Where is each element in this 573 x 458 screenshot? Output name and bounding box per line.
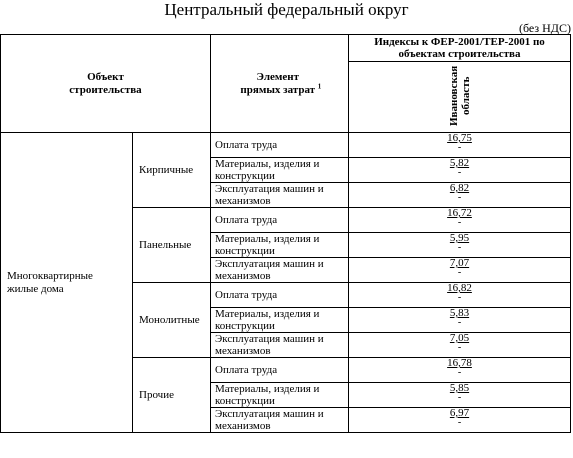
- index-value: 5,95: [449, 232, 470, 244]
- building-type: Кирпичные: [139, 164, 194, 176]
- object-cell: [1, 133, 133, 433]
- index-table: [0, 34, 571, 433]
- header-element-footnote: 1: [317, 81, 322, 90]
- index-value: 16,82: [447, 282, 472, 294]
- index-extra: -: [457, 417, 462, 428]
- index-extra: -: [457, 392, 462, 403]
- index-value-cell: [349, 183, 571, 208]
- index-value-cell: [349, 408, 571, 433]
- cost-element: Эксплуатация машин и механизмов: [211, 183, 349, 208]
- cost-element: Материалы, изделия и конструкции: [211, 158, 349, 183]
- index-extra: -: [457, 242, 462, 253]
- index-value-cell: [349, 133, 571, 158]
- header-element-label: Элемент прямых затрат: [240, 70, 316, 96]
- building-type: Прочие: [139, 389, 174, 401]
- cost-element: Оплата труда: [211, 283, 349, 308]
- index-extra: -: [457, 267, 462, 278]
- index-value: 16,72: [447, 207, 472, 219]
- cost-element: Материалы, изделия и конструкции: [211, 308, 349, 333]
- index-value: 16,75: [447, 132, 472, 144]
- index-extra: -: [457, 317, 462, 328]
- index-value-cell: [349, 283, 571, 308]
- index-value-cell: [349, 258, 571, 283]
- index-value-cell: [349, 233, 571, 258]
- index-extra: -: [457, 217, 462, 228]
- building-type-cell: [133, 283, 211, 358]
- header-object-label: Объект строительства: [69, 70, 142, 96]
- cost-element: Эксплуатация машин и механизмов: [211, 333, 349, 358]
- building-type-cell: [133, 208, 211, 283]
- building-type-cell: [133, 358, 211, 433]
- header-region: [349, 62, 571, 133]
- cost-element: Эксплуатация машин и механизмов: [211, 408, 349, 433]
- cost-element: Материалы, изделия и конструкции: [211, 233, 349, 258]
- header-indices: [349, 35, 571, 62]
- header-indices-label: Индексы к ФЕР-2001/ТЕР-2001 по объектам строительства: [374, 36, 545, 60]
- index-value-cell: [349, 383, 571, 408]
- index-extra: -: [457, 292, 462, 303]
- index-value: 6,97: [449, 407, 470, 419]
- building-type: Монолитные: [139, 314, 200, 326]
- index-value-cell: [349, 358, 571, 383]
- index-extra: -: [457, 342, 462, 353]
- index-extra: -: [457, 367, 462, 378]
- cost-element: Эксплуатация машин и механизмов: [211, 258, 349, 283]
- cost-element: Оплата труда: [211, 358, 349, 383]
- object-name: Многоквартирные жилые дома: [7, 269, 93, 295]
- index-value: 5,83: [449, 307, 470, 319]
- header-element: [211, 35, 349, 133]
- page-title: Центральный федеральный округ: [164, 0, 409, 19]
- index-value: 6,82: [449, 182, 470, 194]
- building-type: Панельные: [139, 239, 192, 251]
- index-value-cell: [349, 308, 571, 333]
- index-value: 7,07: [449, 257, 470, 269]
- cost-element: Оплата труда: [211, 208, 349, 233]
- index-value-cell: [349, 208, 571, 233]
- cost-element: Оплата труда: [211, 133, 349, 158]
- cost-element: Материалы, изделия и конструкции: [211, 383, 349, 408]
- index-extra: -: [457, 192, 462, 203]
- index-extra: -: [457, 167, 462, 178]
- index-value: 7,05: [449, 332, 470, 344]
- index-value: 5,82: [449, 157, 470, 169]
- building-type-cell: [133, 133, 211, 208]
- vat-note: (без НДС): [518, 21, 571, 35]
- header-object: [1, 35, 211, 133]
- index-value: 16,78: [447, 357, 472, 369]
- index-value-cell: [349, 158, 571, 183]
- index-value: 5,85: [449, 382, 470, 394]
- index-value-cell: [349, 333, 571, 358]
- table-row: [1, 133, 571, 158]
- table-body: [1, 133, 571, 433]
- header-region-label: Ивановская область: [447, 65, 472, 126]
- index-extra: -: [457, 142, 462, 153]
